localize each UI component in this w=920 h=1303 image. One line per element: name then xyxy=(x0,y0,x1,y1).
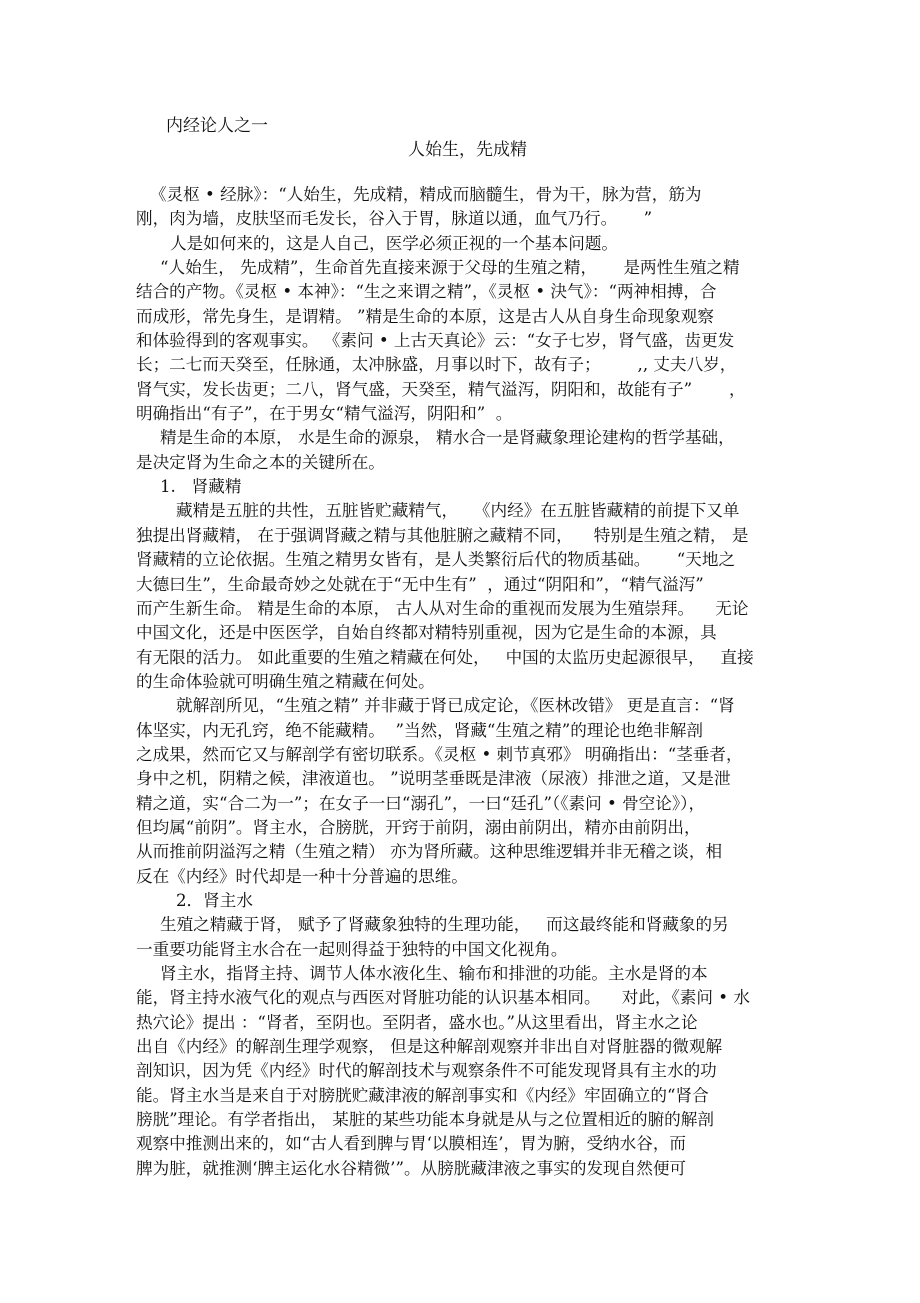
series-title: 内经论人之一 xyxy=(166,116,268,136)
text-line: 就解剖所见，“生殖之精” 并非藏于肾已成定论，《医林改错》 更是直言：“肾 xyxy=(176,696,735,716)
text-line: 从而推前阴溢泻之精（生殖之精） 亦为肾所藏。这种思维逻辑并非无稽之谈，相 xyxy=(136,842,723,862)
text-line: 和体验得到的客观事实。 《素问 • 上古天真论》云：“女子七岁，肾气盛，齿更发 xyxy=(136,331,735,351)
text-line: 大德曰生”，生命最奇妙之处就在于“无中生有” ，通过“阴阳和”，“精气溢泻” xyxy=(136,574,704,594)
text-line: 精之道，实“合二为一”；在女子一曰“溺孔”，一曰“廷孔”（《素问 • 骨空论》）， xyxy=(136,793,706,813)
text-line: 人是如何来的，这是人自己，医学必须正视的一个基本问题。 xyxy=(170,233,619,253)
text-line: 独提出肾藏精， 在于强调肾藏之精与其他脏腑之藏精不同， 特别是生殖之精， 是 xyxy=(136,525,749,545)
text-line: 身中之机，阴精之候，津液道也。 ”说明茎垂既是津液（尿液）排泄之道，又是泄 xyxy=(136,769,731,789)
text-line: 膀胱”理论。有学者指出， 某脏的某些功能本身就是从与之位置相近的腑的解剖 xyxy=(136,1110,714,1130)
text-line: 脾为脏，就推测‘脾主运化水谷精微’”。从膀胱藏津液之事实的发现自然便可 xyxy=(136,1158,687,1178)
text-line: 观察中推测出来的，如“古人看到脾与胃‘以膜相连’，胃为腑，受纳水谷，而 xyxy=(136,1134,687,1154)
text-line: 出自《内经》的解剖生理学观察， 但是这种解剖观察并非出自对肾脏器的微观解 xyxy=(136,1037,723,1057)
text-line: 中国文化，还是中医医学，自始自终都对精特别重视，因为它是生命的本源，具 xyxy=(136,623,717,643)
text-line: 而产生新生命。 精是生命的本原， 古人从对生命的重视而发展为生殖崇拜。 无论 xyxy=(136,598,749,618)
page-title: 人始生，先成精 xyxy=(408,140,527,160)
text-line: 体坚实，内无孔窍，绝不能藏精。 ”当然，肾藏“生殖之精”的理论也绝非解剖 xyxy=(136,720,703,740)
text-line: 《灵枢 • 经脉》：“人始生，先成精，精成而脑髓生，骨为干，脉为营，筋为 xyxy=(150,185,702,204)
text-line: 生殖之精藏于肾， 赋予了肾藏象独特的生理功能， 而这最终能和肾藏象的另 xyxy=(160,915,729,935)
document-body xyxy=(136,183,786,1181)
text-line: 精是生命的本原， 水是生命的源泉， 精水合一是肾藏象理论建构的哲学基础， xyxy=(160,428,735,448)
text-line: 肾主水，指肾主持、调节人体水液化生、输布和排泄的功能。主水是肾的本 xyxy=(160,964,708,983)
text-line: 热穴论》提出 ：“肾者，至阴也。至阴者，盛水也。”从这里看出，肾主水之论 xyxy=(136,1012,698,1032)
text-line: 有无限的活力。 如此重要的生殖之精藏在何处， 中国的太监历史起源很早， 直接 xyxy=(136,647,754,667)
text-line: 是决定肾为生命之本的关键所在。 xyxy=(136,452,385,472)
text-line: 剖知识，因为凭《内经》时代的解剖技术与观察条件不可能发现肾具有主水的功 xyxy=(136,1061,717,1081)
text-line: “人始生， 先成精”，生命首先直接来源于父母的生殖之精， 是两性生殖之精 xyxy=(160,258,740,278)
text-line: 2．肾主水 xyxy=(176,890,253,910)
text-line: 藏精是五脏的共性，五脏皆贮藏精气， 《内经》在五脏皆藏精的前提下又单 xyxy=(176,501,740,521)
text-line: 一重要功能肾主水合在一起则得益于独特的中国文化视角。 xyxy=(136,939,568,959)
text-line: 明确指出“有子”，在于男女“精气溢泻，阴阳和” 。 xyxy=(136,404,513,424)
text-line: 能，肾主持水液气化的观点与西医对肾脏功能的认识基本相同。 对此，《素问 • 水 xyxy=(136,988,750,1008)
text-line: 但均属“前阴”。肾主水，合膀胱，开窍于前阴，溺由前阴出，精亦由前阴出， xyxy=(136,817,701,837)
text-line: 1. 肾藏精 xyxy=(160,477,242,497)
text-line: 长；二七而天癸至，任脉通，太冲脉盛，月事以时下，故有子； ,, 丈夫八岁， xyxy=(136,355,737,375)
text-line: 之成果，然而它又与解剖学有密切联系。《灵枢 • 刺节真邪》 明确指出：“茎垂者， xyxy=(136,744,743,764)
text-line: 反在《内经》时代却是一种十分普遍的思维。 xyxy=(136,866,468,886)
text-line: 肾藏精的立论依据。生殖之精男女皆有，是人类繁衍后代的物质基础。 “天地之 xyxy=(136,550,736,570)
text-line: 肾气实，发长齿更；二八，肾气盛，天癸至，精气溢泻，阴阳和，故能有子” ， xyxy=(136,379,746,399)
text-line: 结合的产物。《灵枢 • 本神》：“生之来谓之精”，《灵枢 • 決气》：“两神相搏，合 xyxy=(136,282,717,302)
text-line: 能。肾主水当是来自于对膀胱贮藏津液的解剖事实和《内经》牢固确立的“肾合 xyxy=(136,1085,709,1105)
text-line: 而成形，常先身生，是谓精。 ”精是生命的本原，这是古人从自身生命现象观察 xyxy=(136,306,714,326)
text-line: 刚，肉为墙，皮肤坚而毛发长，谷入于胃，脉道以通，血气乃行。 ” xyxy=(136,209,653,229)
text-line: 的生命体验就可明确生殖之精藏在何处。 xyxy=(136,671,435,691)
